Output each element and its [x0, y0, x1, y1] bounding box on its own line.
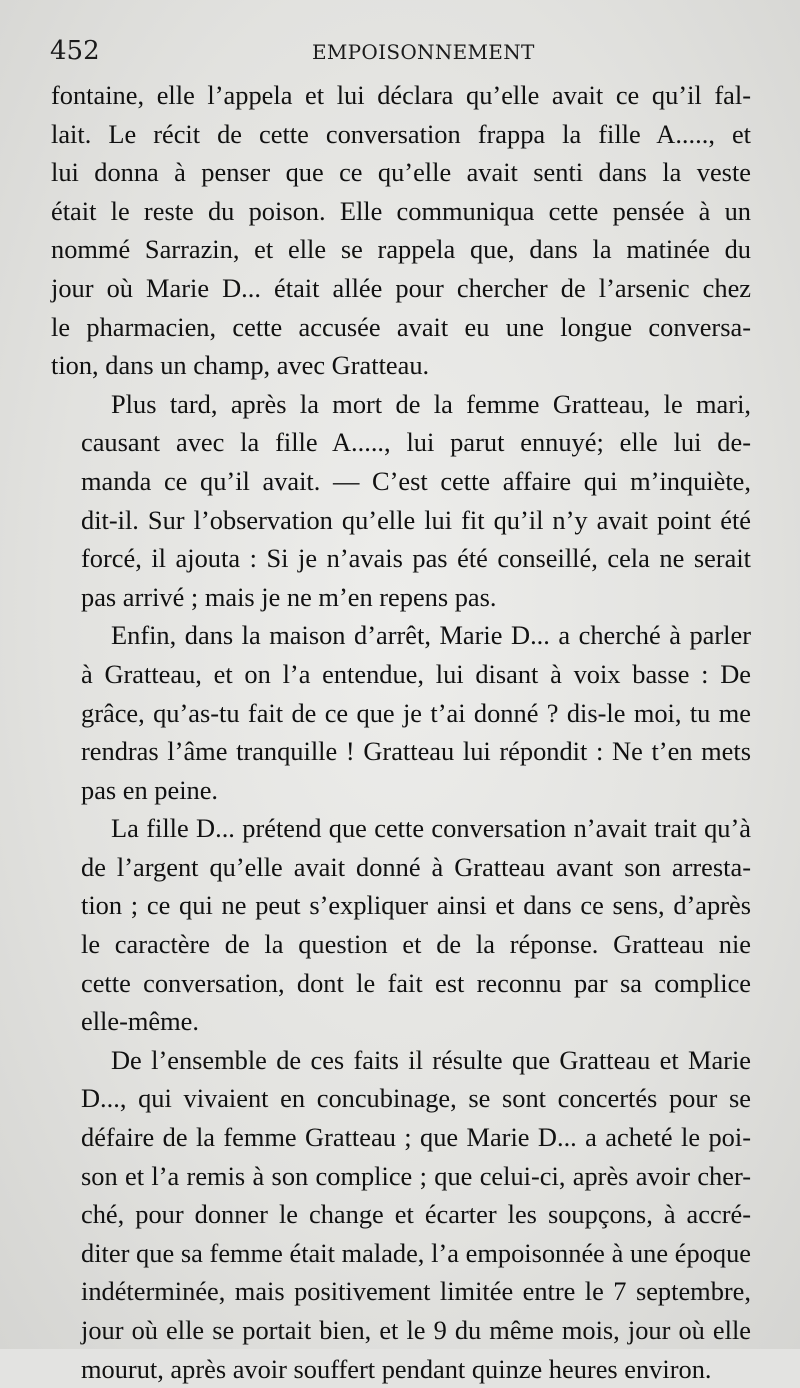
text-line: diter que sa femme était malade, l’a empoisonnée à une époque: [81, 1237, 751, 1268]
text-line: était le reste du poison. Elle communiqua cette pensée à un: [51, 195, 751, 226]
text-line: cette conversation, dont le fait est reconnu par sa complice: [81, 967, 751, 998]
paragraph: [51, 616, 751, 809]
text-line: De l’ensemble de ces faits il résulte que Gratteau et Marie: [111, 1044, 751, 1075]
paragraph: [51, 809, 751, 1041]
text-line: pas en peine.: [81, 774, 219, 805]
text-line: tion, dans un champ, avec Gratteau.: [51, 350, 430, 381]
text-line: ché, pour donner le change et écarter les soupçons, à accré-: [81, 1199, 751, 1230]
text-line: dit-il. Sur l’observation qu’elle lui fit qu’il n’y avait point été: [81, 504, 751, 535]
paragraph: [51, 76, 751, 385]
running-title: EMPOISONNEMENT: [312, 40, 535, 64]
text-line: de l’argent qu’elle avait donné à Gratteau avant son arresta-: [81, 851, 751, 882]
text-line: manda ce qu’il avait. — C’est cette affaire qui m’inquiète,: [81, 465, 751, 496]
text-line: son et l’a remis à son complice ; que celui-ci, après avoir cher-: [81, 1160, 751, 1191]
paragraph: [51, 385, 751, 617]
text-line: rendras l’âme tranquille ! Gratteau lui répondit : Ne t’en mets: [81, 736, 751, 767]
text-line: elle-même.: [81, 1006, 199, 1037]
text-line: nommé Sarrazin, et elle se rappela que, dans la matinée du: [51, 234, 751, 265]
text-line: le caractère de la question et de la réponse. Gratteau nie: [81, 929, 751, 960]
page-header: [50, 34, 750, 70]
body-text: [51, 76, 751, 1388]
text-line: pas arrivé ; mais je ne m’en repens pas.: [81, 581, 497, 612]
text-line: La fille D... prétend que cette conversation n’avait trait qu’à: [111, 813, 751, 844]
text-line: tion ; ce qui ne peut s’expliquer ainsi et dans ce sens, d’après: [81, 890, 751, 921]
text-line: jour où elle se portait bien, et le 9 du même mois, jour où elle: [81, 1315, 751, 1345]
text-line: mourut, après avoir souffert pendant quinze heures environ.: [81, 1353, 712, 1384]
page-number: 452: [50, 36, 100, 66]
text-line: Plus tard, après la mort de la femme Gratteau, le mari,: [111, 388, 751, 419]
text-line: causant avec la fille A....., lui parut ennuyé; elle lui de-: [81, 427, 751, 458]
text-line: D..., qui vivaient en concubinage, se sont concertés pour se: [81, 1083, 751, 1114]
text-line: le pharmacien, cette accusée avait eu une longue conversa-: [51, 311, 751, 342]
text-line: grâce, qu’as-tu fait de ce que je t’ai donné ? dis-le moi, tu me: [81, 697, 751, 728]
paragraph: [51, 1041, 751, 1388]
text-line: Enfin, dans la maison d’arrêt, Marie D... a cherché à parler: [111, 620, 751, 651]
text-line: jour où Marie D... était allée pour chercher de l’arsenic chez: [51, 272, 751, 303]
text-line: à Gratteau, et on l’a entendue, lui disant à voix basse : De: [81, 658, 751, 689]
text-line: lui donna à penser que ce qu’elle avait senti dans la veste: [51, 157, 751, 188]
text-line: fontaine, elle l’appela et lui déclara qu’elle avait ce qu’il fal-: [51, 80, 751, 110]
text-line: indéterminée, mais positivement limitée entre le 7 septembre,: [81, 1276, 751, 1307]
text-line: lait. Le récit de cette conversation frappa la fille A....., et: [51, 118, 751, 149]
text-line: défaire de la femme Gratteau ; que Marie D... a acheté le poi-: [81, 1122, 751, 1153]
text-line: forcé, il ajouta : Si je n’avais pas été conseillé, cela ne serait: [81, 543, 751, 574]
